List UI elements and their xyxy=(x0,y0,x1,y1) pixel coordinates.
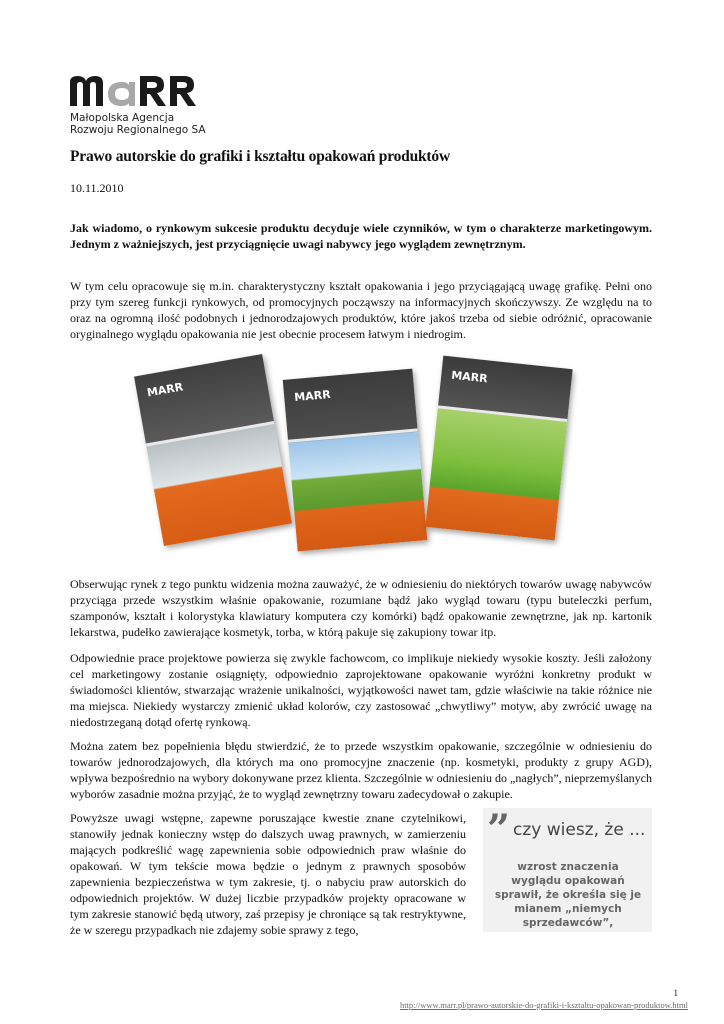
article-paragraph-3: Odpowiednie prace projektowe powierza się zwykle fachowcom, co implikuje niekiedy wysokie koszty. Jeśli założony cel marketingowy zostanie osiągnięty, odpowiednio zaprojektowane opakowanie wyróżni konkretny produkt w świadomości klientów, stwarzając wrażenie unikalności, wyjątkowości nawet tam, gdzie właściwie na takie różnice nie ma miejsca. Niekiedy wystarczy zmienić układ kolorów, czy zastosować „chwytliwy” motyw, aby zwrócić uwagę na niedostrzeganą dotąd ofertę rynkową. xyxy=(70,651,652,729)
did-you-know-heading: czy wiesz, że ... xyxy=(513,820,646,840)
marr-logo-icon xyxy=(70,72,198,108)
brochure-logo: MARR xyxy=(293,387,332,405)
page-number: 1 xyxy=(673,988,678,998)
article-date: 10.11.2010 xyxy=(70,181,124,195)
did-you-know-body: wzrost znaczenia wyglądu opakowań sprawił, że określa się je mianem „niemych sprzedawców”, xyxy=(494,861,642,929)
brochures-image xyxy=(145,356,568,562)
logo-subtitle-line1: Małopolska Agencja xyxy=(70,112,175,124)
brochure-logo: MARR xyxy=(145,380,185,400)
brochure-band xyxy=(438,405,568,422)
article-paragraph-1: W tym celu opracowuje się m.in. charakterystyczny kształt opakowania i jego przyciągającą uwagę grafikę. Pełni ono przy tym szereg funkcji rynkowych, od promocyjnych począwszy na informacyjnych skończywszy. Ze względu na to oraz na ogromną ilość podobnych i jednorodzajowych produktów, które jakoś trzeba od siebie odróżnić, opracowanie oryginalnego wyglądu opakowania nie jest obecnie procesem łatwym i niedrogim. xyxy=(70,279,652,341)
article-title: Prawo autorskie do grafiki i kształtu opakowań produktów xyxy=(70,148,450,165)
article-lead: Jak wiadomo, o rynkowym sukcesie produktu decyduje wiele czynników, w tym o charakterze marketingowym. Jednym z ważniejszych, jest przyciągnięcie uwagi nabywcy jego wyglądem zewnętrznym. xyxy=(70,221,652,251)
brochure-newton-cradle xyxy=(134,354,292,546)
did-you-know-box xyxy=(483,808,652,932)
source-url-link[interactable]: http://www.marr.pl/prawo-autorskie-do-grafiki-i-ksztaltu-opakowan-produktow.html xyxy=(399,1000,688,1010)
marr-logo xyxy=(70,72,210,136)
brochure-logo: MARR xyxy=(450,368,489,386)
brochure-band xyxy=(146,421,275,447)
logo-subtitle-line2: Rozwoju Regionalnego SA xyxy=(70,124,206,136)
quote-mark-icon: ” xyxy=(487,806,511,853)
brochure-band xyxy=(288,428,418,442)
logo-wordmark xyxy=(70,72,210,108)
brochure-golf xyxy=(425,356,572,541)
article-paragraph-4: Można zatem bez popełnienia błędu stwierdzić, że to przede wszystkim opakowanie, szczególnie w odniesieniu do towarów jednorodzajowych, dla których ma ono promocyjne znaczenie (np. kosmetyki, produkty z grupy AGD), wpływa bezpośrednio na wybory dokonywane przez klienta. Szczególnie w odniesieniu do „nagłych”, nieprzemyślanych wyborów zasadnie można przyjąć, że to wygląd zewnętrzny towaru zadecydował o zakupie. xyxy=(70,739,652,801)
logo-subtitle xyxy=(70,112,210,136)
article-paragraph-2: Obserwując rynek z tego punktu widzenia można zauważyć, że w odniesieniu do niektórych towarów uwagę nabywców przyciąga przede wszystkim właśnie opakowanie, rozumiane bądź jako wygląd towaru (typu buteleczki perfum, szamponów, kształt i kolorystyka klawiatury komputera czy komórki) bądź opakowanie zewnętrzne, jak np. kartonik lekarstwa, pudełko zawierające kosmetyk, torba, w którą pakuje się zakupiony towar itp. xyxy=(70,577,652,639)
article-paragraph-5: Powyższe uwagi wstępne, zapewne poruszające kwestie znane czytelnikowi, stanowiły jednak konieczny wstęp do dalszych uwag prawnych, w zamierzeniu mających podkreślić wagę zapewnienia sobie odpowiednich praw właśnie do opakowań. W tym tekście mowa będzie o jednym z prawnych sposobów zapewnienia bezpieczeństwa w tym zakresie, tj. o nabyciu praw autorskich do odpowiednich projektów. W dużej liczbie przypadków projekty opracowane w tym zakresie stanowić będą utwory, zaś przepisy je chroniące są tak restryktywne, że w szeregu przypadkach nie zdajemy sobie sprawy z tego, xyxy=(70,811,466,937)
brochure-child-laptop xyxy=(283,369,427,552)
